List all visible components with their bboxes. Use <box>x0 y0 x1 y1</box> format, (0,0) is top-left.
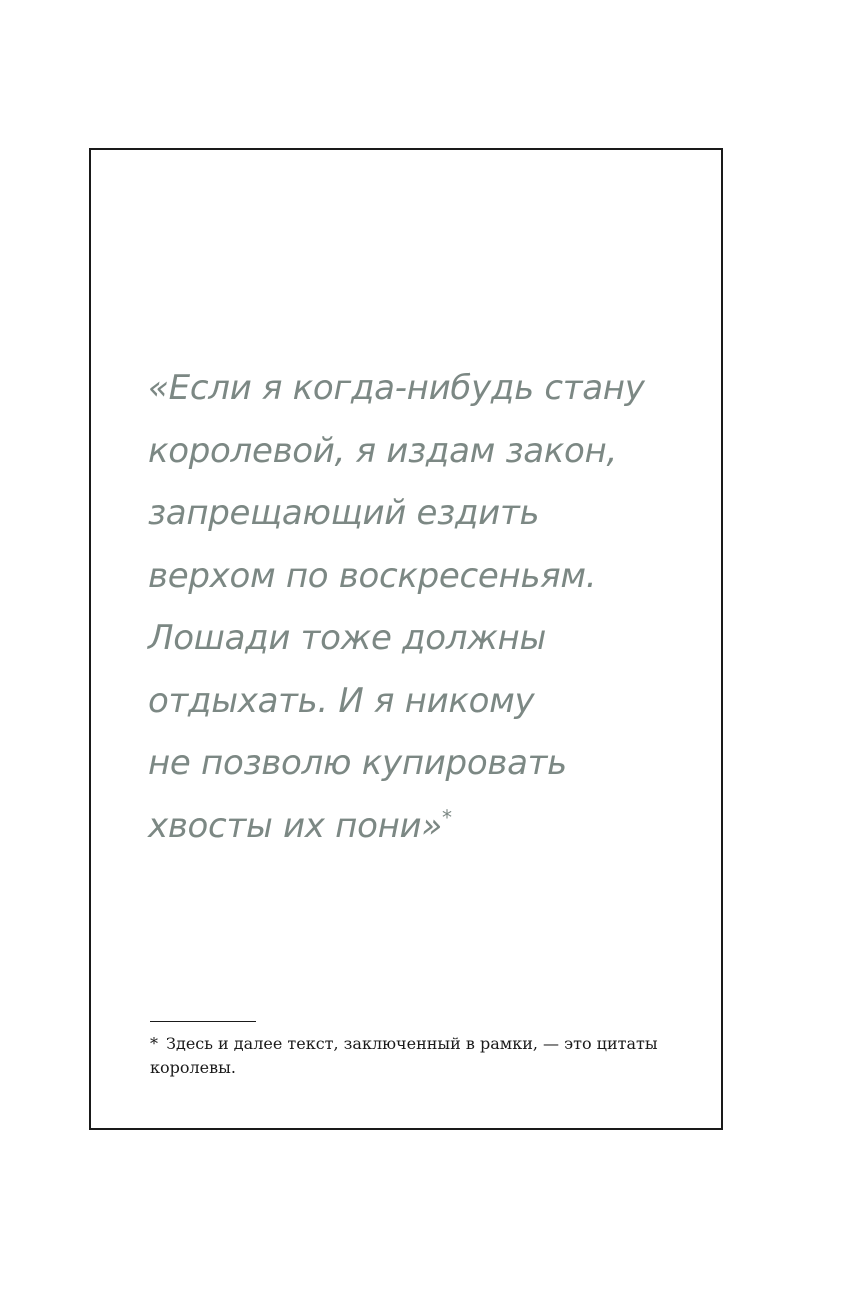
quote-line-last <box>148 795 708 858</box>
footnote-line <box>150 1032 695 1056</box>
quote-line: верхом по воскресеньям. <box>148 555 597 596</box>
quote-line-text: хвосты их пони» <box>148 805 442 846</box>
quote-line: королевой, я издам закон, <box>148 430 617 471</box>
quote-line: не позволю купировать <box>148 743 567 783</box>
quote-footnote-marker: * <box>441 805 452 830</box>
footnote-line: королевы. <box>150 1058 236 1077</box>
royal-quote <box>148 357 708 857</box>
quote-line: Лошади тоже должны <box>148 618 547 658</box>
footnote-text: Здесь и далее текст, заключенный в рамки, — это цитаты <box>166 1034 658 1053</box>
footnote-divider <box>150 1021 256 1022</box>
footnote <box>150 1032 695 1080</box>
quote-line: отдыхать. И я никому <box>148 680 535 721</box>
footnote-marker: * <box>150 1034 158 1053</box>
quote-line: «Если я когда-нибудь стану <box>148 368 645 408</box>
quote-line: запрещающий ездить <box>148 493 540 533</box>
